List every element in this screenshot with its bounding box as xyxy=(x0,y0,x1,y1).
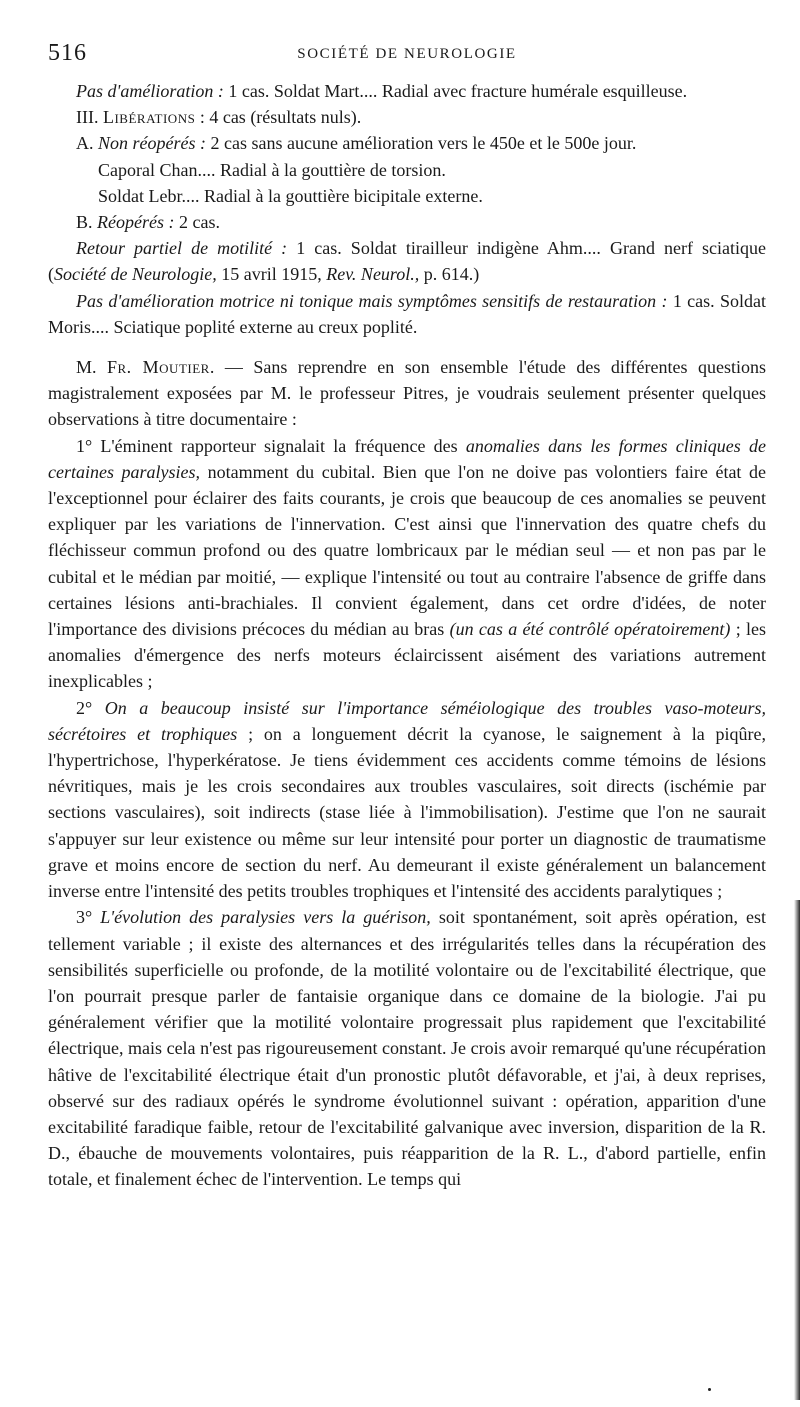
page-number: 516 xyxy=(48,40,87,66)
text-run: On a beaucoup insisté sur l'importance séméiologique des troubles vaso-moteurs, sécrétoires et trophiques xyxy=(48,697,766,744)
text-run: Rev. Neurol., xyxy=(326,264,420,285)
paragraph-moutier-intro xyxy=(48,354,766,433)
text-run: 2 cas. xyxy=(174,212,220,233)
text-run: ; les anomalies d'émergence des nerfs moteurs éclaircissent aisément des variations autrement inexplicables ; xyxy=(48,619,766,692)
text-run: soit spontanément, soit après opération, est tellement variable ; il existe des alternances et des irrégularités telles dans la récupération des sensibilités superficielle ou profonde, de la motilité volontaire ou de l'excitabilité électrique, que l'on pourrait presque parler de fantaisie organique dans ce domaine de la biologie. J'ai pu généralement vérifier que la motilité volontaire progressait plus rapidement que l'excitabilité électrique, mais cela n'est pas rigoureusement constant. Je crois avoir remarqué qu'une récupération hâtive de l'excitabilité électrique était d'un pronostic plutôt défavorable, et j'ai, à deux reprises, observé sur des radiaux opérés le syndrome évolutionnel suivant : opération, apparition d'une excitabilité faradique faible, retour de l'excitabilité galvanique avec inversion, disparition de la R. D., ébauche de mouvements volontaires, puis réapparition de la R. L., d'abord partielle, enfin totale, et finalement échec de l'intervention. Le temps qui xyxy=(48,907,766,1190)
page-header xyxy=(48,40,766,70)
subheading-reoperated xyxy=(48,209,766,235)
text-run: p. 614.) xyxy=(419,264,480,285)
text-run: 1 cas. Soldat Moris.... Sciatique poplité externe au creux poplité. xyxy=(48,290,766,337)
text-run: . — Sans reprendre en son ensemble l'étude des différentes questions magistralement exposées par M. le professeur Pitres, je voudrais seulement présenter quelques observations à titre documentaire : xyxy=(48,357,766,430)
scan-edge-shadow xyxy=(794,900,800,1400)
subheading-not-reoperated xyxy=(48,130,766,156)
text-run: Non réopérés : xyxy=(98,133,206,154)
text-run: Libérations xyxy=(102,107,196,128)
text-run: : 4 cas (résultats nuls). xyxy=(195,107,362,128)
text-run: Retour partiel de motilité : xyxy=(76,238,288,259)
paragraph-partial-return xyxy=(48,235,766,287)
text-run: 1 cas. Soldat Mart.... Radial avec fracture humérale esquilleuse. xyxy=(223,81,688,101)
text-run: M. xyxy=(76,357,107,378)
paragraph-point-2 xyxy=(48,695,766,905)
text-run: Pas d'amélioration motrice ni tonique mais symptômes sensitifs de restauration : xyxy=(76,290,668,311)
running-title: SOCIÉTÉ DE NEUROLOGIE xyxy=(297,46,517,62)
text-run: Réopérés : xyxy=(97,212,175,233)
text-run: B. xyxy=(76,212,98,233)
text-run: 15 avril 1915, xyxy=(216,264,327,285)
paragraph-sensory-restoration xyxy=(48,288,766,340)
text-run: Caporal Chan.... Radial à la gouttière de torsion. xyxy=(98,159,446,180)
text-run: (un cas a été contrôlé opératoirement) xyxy=(449,619,731,640)
text-run: Soldat Lebr.... Radial à la gouttière bicipitale externe. xyxy=(98,185,483,206)
paragraph-no-improvement xyxy=(48,78,766,104)
text-run: Société de Neurologie, xyxy=(54,264,217,285)
text-run: 1 cas. Soldat tirailleur indigène Ahm.... Grand nerf sciatique ( xyxy=(48,238,766,285)
text-run: III. xyxy=(76,107,103,128)
text-run: anomalies dans les formes cliniques de certaines paralysies, xyxy=(48,435,766,482)
heading-liberations xyxy=(48,104,766,130)
print-speck xyxy=(708,1388,711,1391)
text-run: Pas d'amélioration : xyxy=(76,81,224,101)
case-soldat-lebr xyxy=(48,183,766,209)
paragraph-point-1 xyxy=(48,433,766,695)
paragraph-point-3 xyxy=(48,904,766,1192)
case-caporal-chan xyxy=(48,157,766,183)
page xyxy=(48,40,766,1193)
text-run: 1° L'éminent rapporteur signalait la fréquence des xyxy=(76,435,466,456)
text-run: notamment du cubital. Bien que l'on ne doive pas volontiers faire état de l'exceptionnel pour éclairer des faits courants, je crois que beaucoup de ces anomalies se peuvent expliquer par les variations de l'innervation. C'est ainsi que l'innervation des quatre chefs du fléchisseur commun profond ou des quatre lombricaux par le médian seul — et non pas par le cubital et le médian par moitié, — explique l'intensité ou tout au contraire l'absence de griffe dans certaines lésions anti-brachiales. Il convient également, dans cet ordre d'idées, de noter l'importance des divisions précoces du médian au bras xyxy=(48,461,766,640)
text-run: 2° xyxy=(76,697,105,718)
body-text xyxy=(48,78,766,1193)
text-run: A. xyxy=(76,133,98,154)
text-run: 2 cas sans aucune amélioration vers le 450e et le 500e jour. xyxy=(205,133,637,154)
text-run: 3° xyxy=(76,907,101,928)
text-run: Fr. Moutier xyxy=(107,357,210,378)
section-gap xyxy=(48,340,766,354)
text-run: L'évolution des paralysies vers la guérison, xyxy=(100,907,431,928)
text-run: ; on a longuement décrit la cyanose, le saignement à la piqûre, l'hypertrichose, l'hyperkératose. Je tiens évidemment ces accidents comme témoins de lésions névritiques, mais je les crois secondaires aux troubles vasculaires, soit directs (ischémie par sections vasculaires), soit indirects (stase liée à l'immobilisation). J'estime que l'on ne saurait s'appuyer sur leur existence ou même sur leur intensité pour porter un diagnostic de traumatisme grave et moins encore de section du nerf. Au demeurant il existe généralement un balancement inverse entre l'intensité des petits troubles trophiques et l'intensité des accidents paralytiques ; xyxy=(48,723,766,902)
